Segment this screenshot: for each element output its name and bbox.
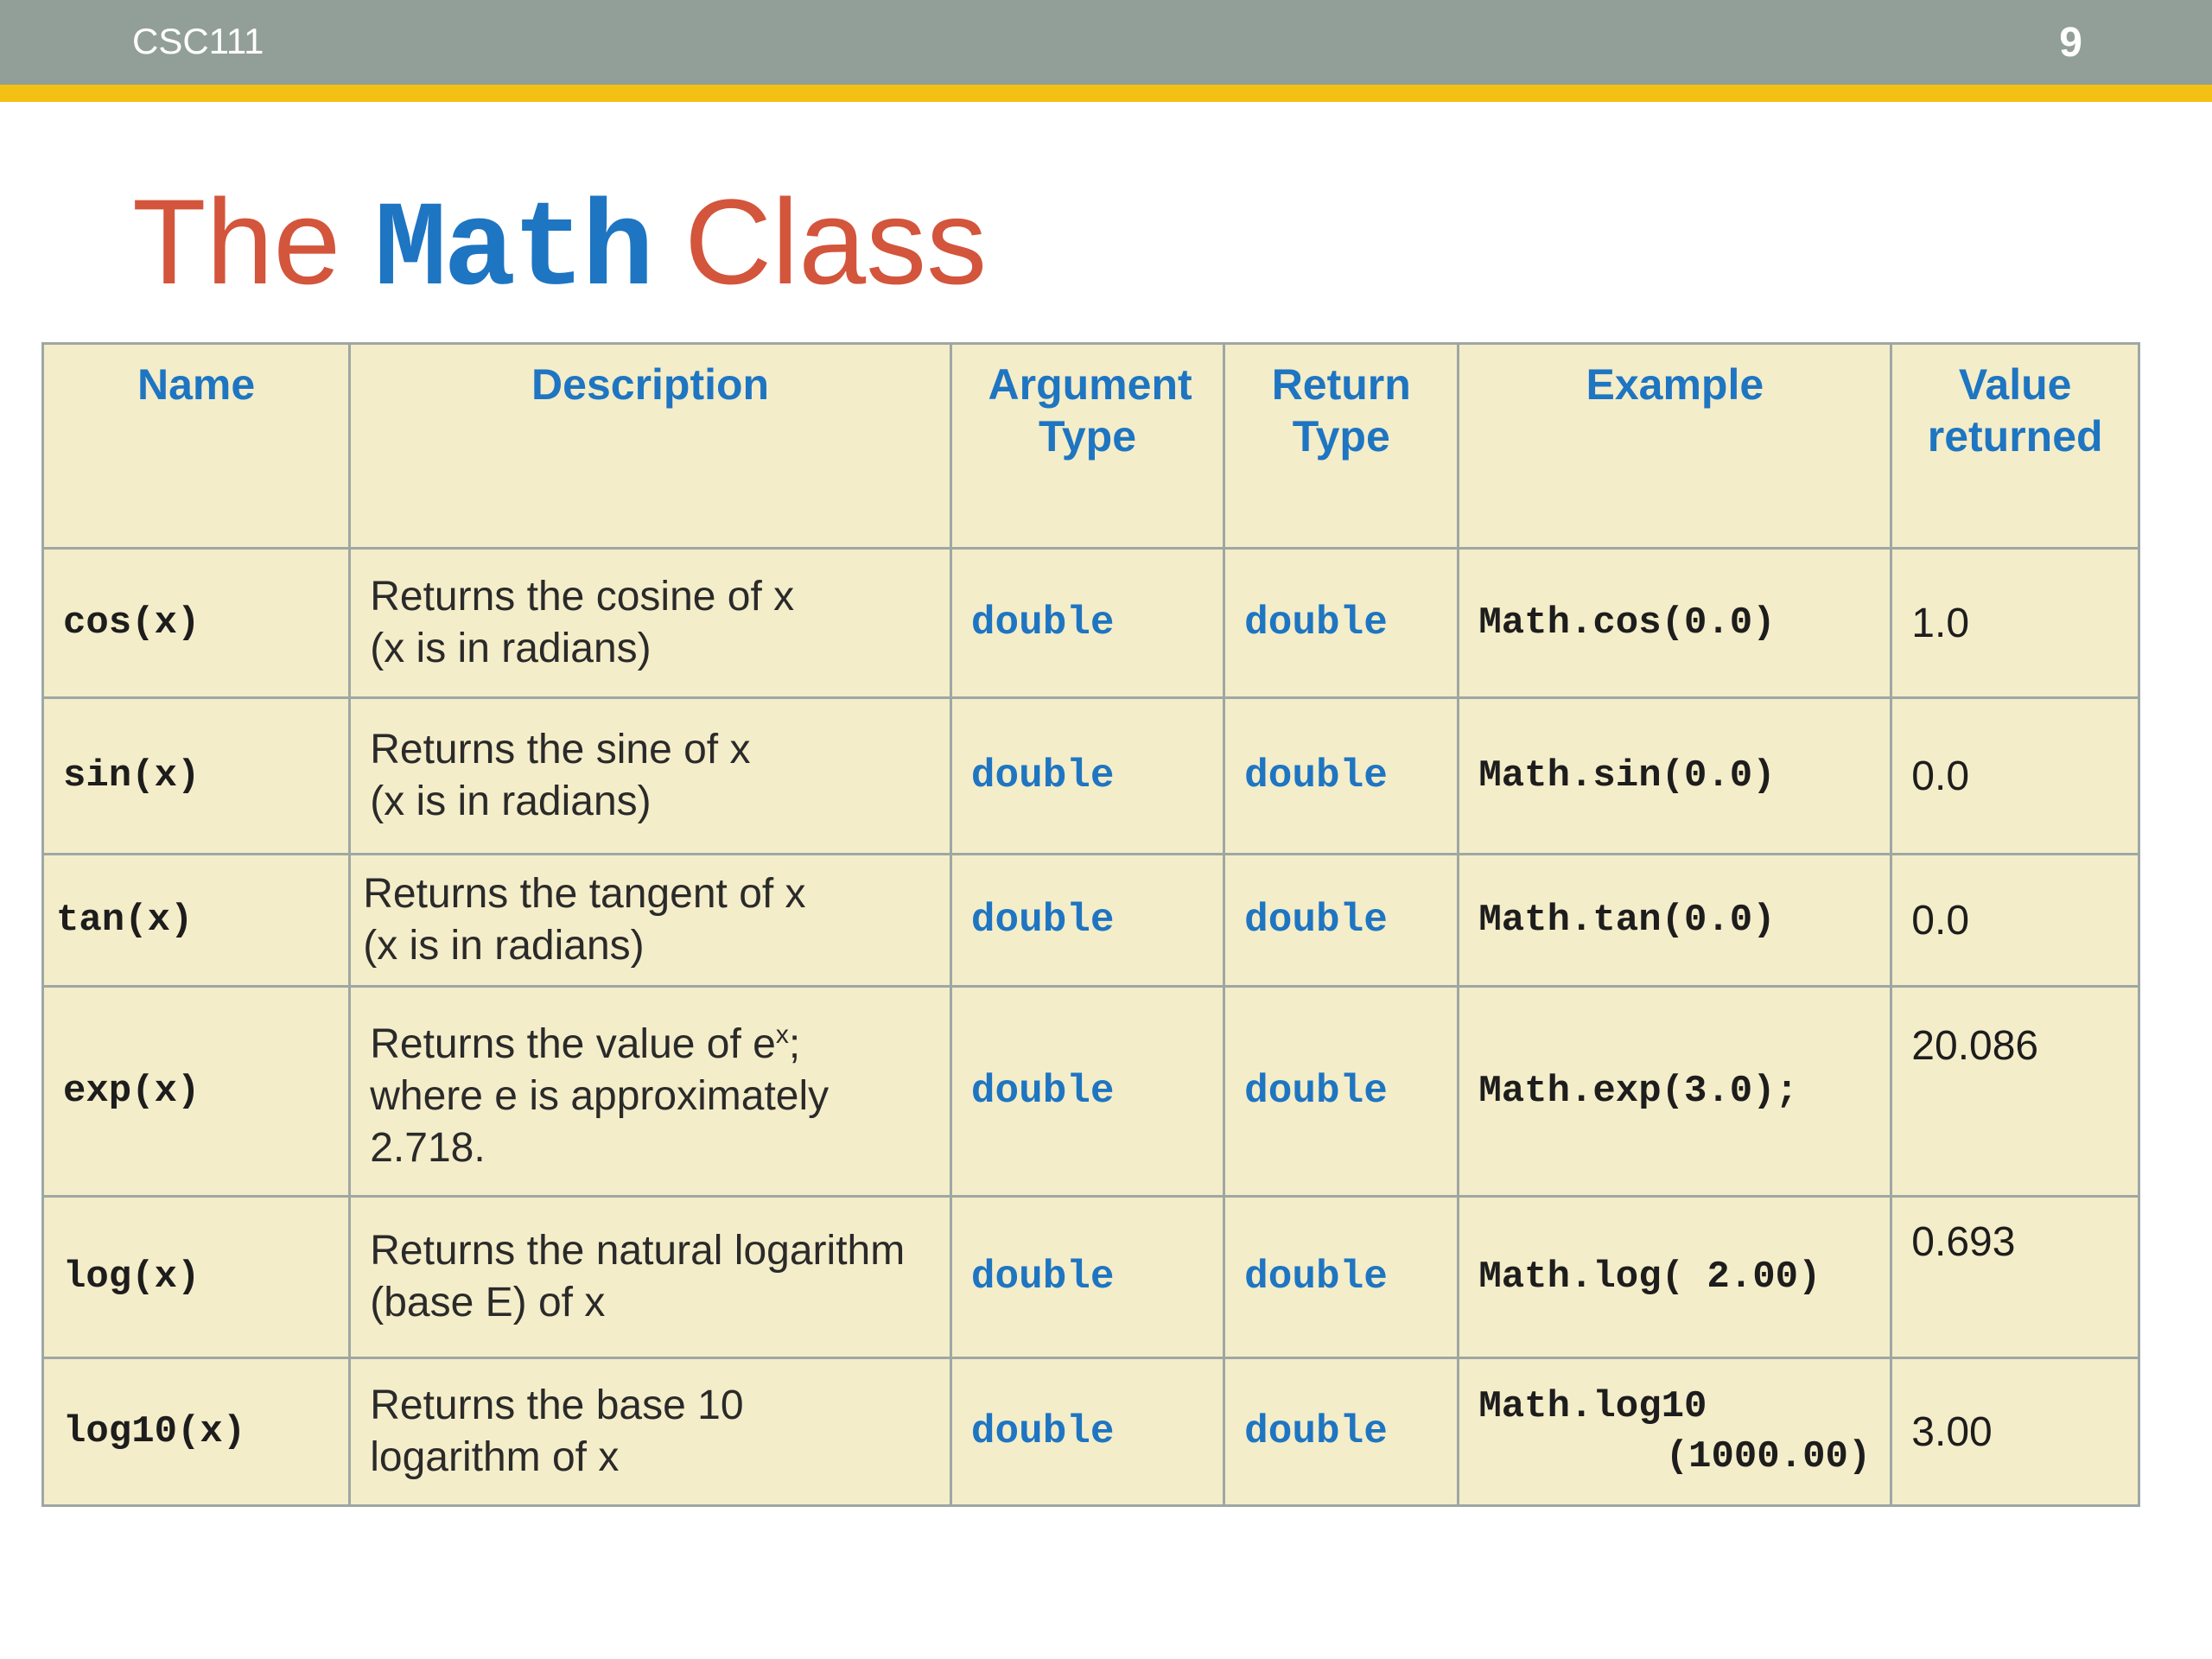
table-header-row <box>43 344 2139 549</box>
argument-type-cell: double <box>950 1358 1224 1506</box>
example-line-2: (1000.00) <box>1665 1435 1872 1478</box>
course-label: CSC111 <box>132 21 264 61</box>
header-bar <box>0 0 2212 85</box>
return-type-cell: double <box>1224 698 1459 855</box>
value-returned-cell: 0.0 <box>1891 698 2139 855</box>
return-type-cell: double <box>1224 549 1459 698</box>
column-header-return-type-label: Return Type <box>1271 360 1411 461</box>
example-cell: Math.cos(0.0) <box>1459 549 1891 698</box>
argument-type-cell: double <box>950 855 1224 987</box>
argument-type-cell: double <box>950 1197 1224 1358</box>
description-text: Returns the value of e <box>370 1020 776 1067</box>
column-header-description: Description <box>350 344 951 549</box>
example-cell: Math.tan(0.0) <box>1459 855 1891 987</box>
title-code-word: Math <box>374 183 652 321</box>
slide-title <box>132 173 987 321</box>
return-type-cell: double <box>1224 1197 1459 1358</box>
column-header-example: Example <box>1459 344 1891 549</box>
table-row <box>43 1358 2139 1506</box>
value-returned-cell: 3.00 <box>1891 1358 2139 1506</box>
description-cell: Returns the cosine of x (x is in radians) <box>350 549 951 698</box>
description-cell: Returns the natural logarithm (base E) of x <box>350 1197 951 1358</box>
method-name-cell: log(x) <box>43 1197 350 1358</box>
example-cell: Math.sin(0.0) <box>1459 698 1891 855</box>
example-cell <box>1459 1358 1891 1506</box>
description-text-continued: ; where e is approximately 2.718. <box>370 1020 830 1171</box>
argument-type-cell: double <box>950 549 1224 698</box>
value-returned-cell: 20.086 <box>1891 987 2139 1197</box>
example-cell: Math.log( 2.00) <box>1459 1197 1891 1358</box>
column-header-value-returned-label: Value returned <box>1927 360 2103 461</box>
math-methods-table <box>41 342 2140 1507</box>
description-cell: Returns the base 10 logarithm of x <box>350 1358 951 1506</box>
method-name-cell: exp(x) <box>43 987 350 1197</box>
description-cell <box>350 987 951 1197</box>
method-name-cell: sin(x) <box>43 698 350 855</box>
column-header-value-returned <box>1891 344 2139 549</box>
method-name-cell: tan(x) <box>43 855 350 987</box>
title-text-before: The <box>132 174 375 309</box>
table-row <box>43 987 2139 1197</box>
table-row <box>43 1197 2139 1358</box>
value-returned-cell: 0.693 <box>1891 1197 2139 1358</box>
method-name-cell: log10(x) <box>43 1358 350 1506</box>
table-row <box>43 698 2139 855</box>
method-name-cell: cos(x) <box>43 549 350 698</box>
return-type-cell: double <box>1224 1358 1459 1506</box>
argument-type-cell: double <box>950 987 1224 1197</box>
description-cell: Returns the tangent of x (x is in radians) <box>350 855 951 987</box>
value-returned-cell: 1.0 <box>1891 549 2139 698</box>
description-superscript: x <box>775 1020 789 1049</box>
column-header-return-type <box>1224 344 1459 549</box>
value-returned-cell: 0.0 <box>1891 855 2139 987</box>
example-line-1: Math.log10 <box>1478 1385 1707 1428</box>
return-type-cell: double <box>1224 987 1459 1197</box>
column-header-argument-type-label: Argument Type <box>988 360 1192 461</box>
argument-type-cell: double <box>950 698 1224 855</box>
column-header-argument-type <box>950 344 1224 549</box>
table-row <box>43 855 2139 987</box>
table-row <box>43 549 2139 698</box>
title-text-after: Class <box>651 174 988 309</box>
header-accent-stripe <box>0 85 2212 102</box>
example-cell: Math.exp(3.0); <box>1459 987 1891 1197</box>
column-header-name: Name <box>43 344 350 549</box>
return-type-cell: double <box>1224 855 1459 987</box>
description-cell: Returns the sine of x (x is in radians) <box>350 698 951 855</box>
page-number: 9 <box>2059 20 2082 66</box>
